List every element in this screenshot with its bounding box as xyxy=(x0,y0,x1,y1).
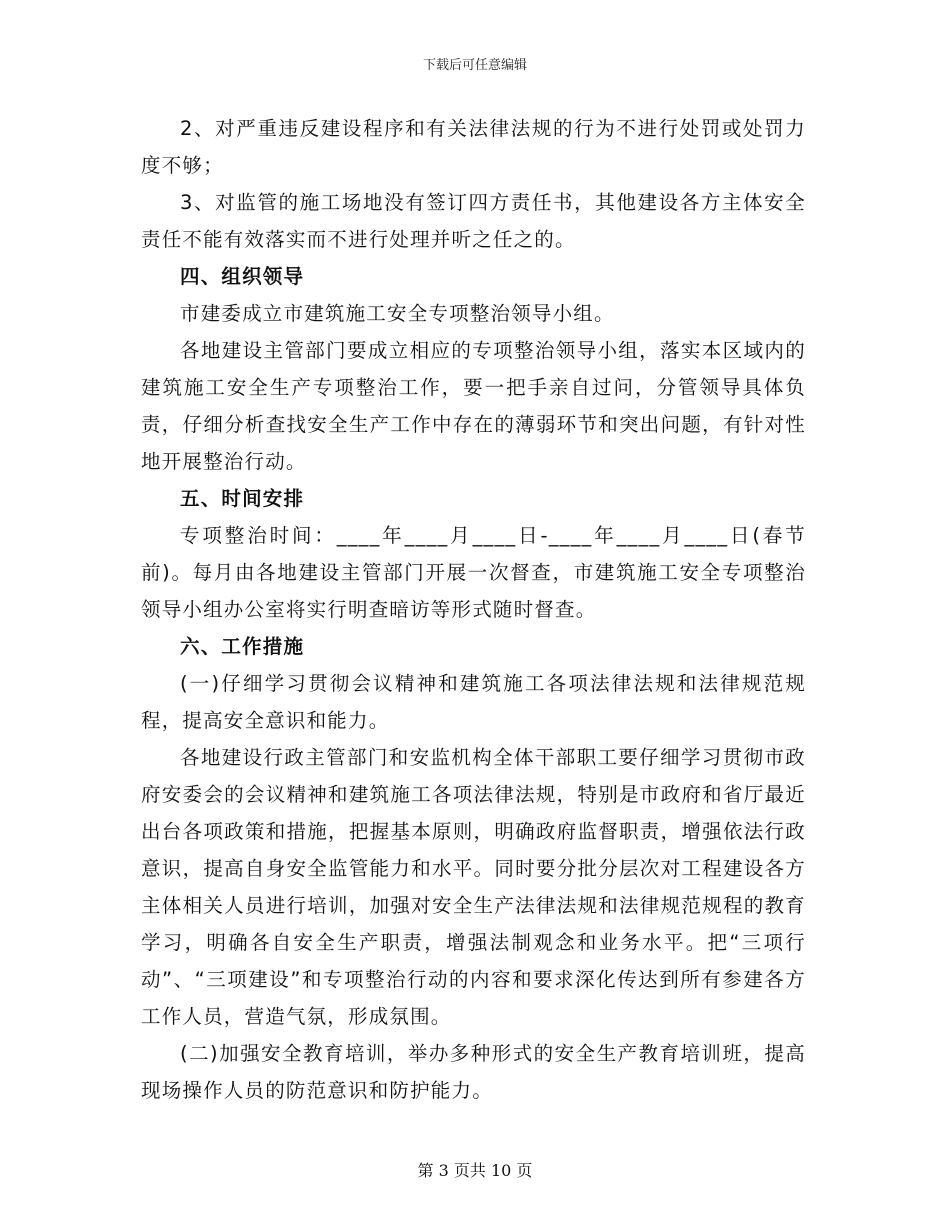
list-item-3: 3、对监管的施工场地没有签订四方责任书，其他建设各方主体安全责任不能有效落实而不进行处理并听之任之的。 xyxy=(141,191,806,251)
body-paragraph: 各地建设行政主管部门和安监机构全体干部职工要仔细学习贯彻市政府安委会的会议精神和建筑施工各项法律法规，特别是市政府和省厅最近出台各项政策和措施，把握基本原则，明确政府监督职责，增强依法行政意识，提高自身安全监管能力和水平。同时要分批分层次对工程建设各方主体相关人员进行培训，加强对安全生产法律法规和法律规范规程的教育学习，明确各自安全生产职责，增强法制观念和业务水平。把“三项行动”、“三项建设”和专项整治行动的内容和要求深化传达到所有参建各方工作人员，营造气氛，形成氛围。 xyxy=(141,746,806,1028)
document-body xyxy=(141,110,806,1109)
schedule-paragraph: 专项整治时间：____年____月____日-____年____月____日(春节前)。每月由各地建设主管部门开展一次督查，市建筑施工安全专项整治领导小组办公室将实行明查暗访等形式随时督查。 xyxy=(141,524,806,621)
section-heading-6: 六、工作措施 xyxy=(180,635,305,658)
body-paragraph: 市建委成立市建筑施工安全专项整治领导小组。 xyxy=(180,302,615,325)
page-number: 第 3 页共 10 页 xyxy=(417,1161,533,1180)
list-item-2: 2、对严重违反建设程序和有关法律法规的行为不进行处罚或处罚力度不够； xyxy=(141,117,806,177)
section-heading-4: 四、组织领导 xyxy=(180,265,305,288)
body-paragraph: 各地建设主管部门要成立相应的专项整治领导小组，落实本区域内的建筑施工安全生产专项整治工作，要一把手亲自过问，分管领导具体负责，仔细分析查找安全生产工作中存在的薄弱环节和突出问题，有针对性地开展整治行动。 xyxy=(141,339,806,473)
measure-item-2: (二)加强安全教育培训，举办多种形式的安全生产教育培训班，提高现场操作人员的防范意识和防护能力。 xyxy=(141,1042,806,1102)
header-note: 下载后可任意编辑 xyxy=(422,58,527,73)
section-heading-5: 五、时间安排 xyxy=(180,487,305,510)
measure-item-1: (一)仔细学习贯彻会议精神和建筑施工各项法律法规和法律规范规程，提高安全意识和能力。 xyxy=(141,672,806,732)
